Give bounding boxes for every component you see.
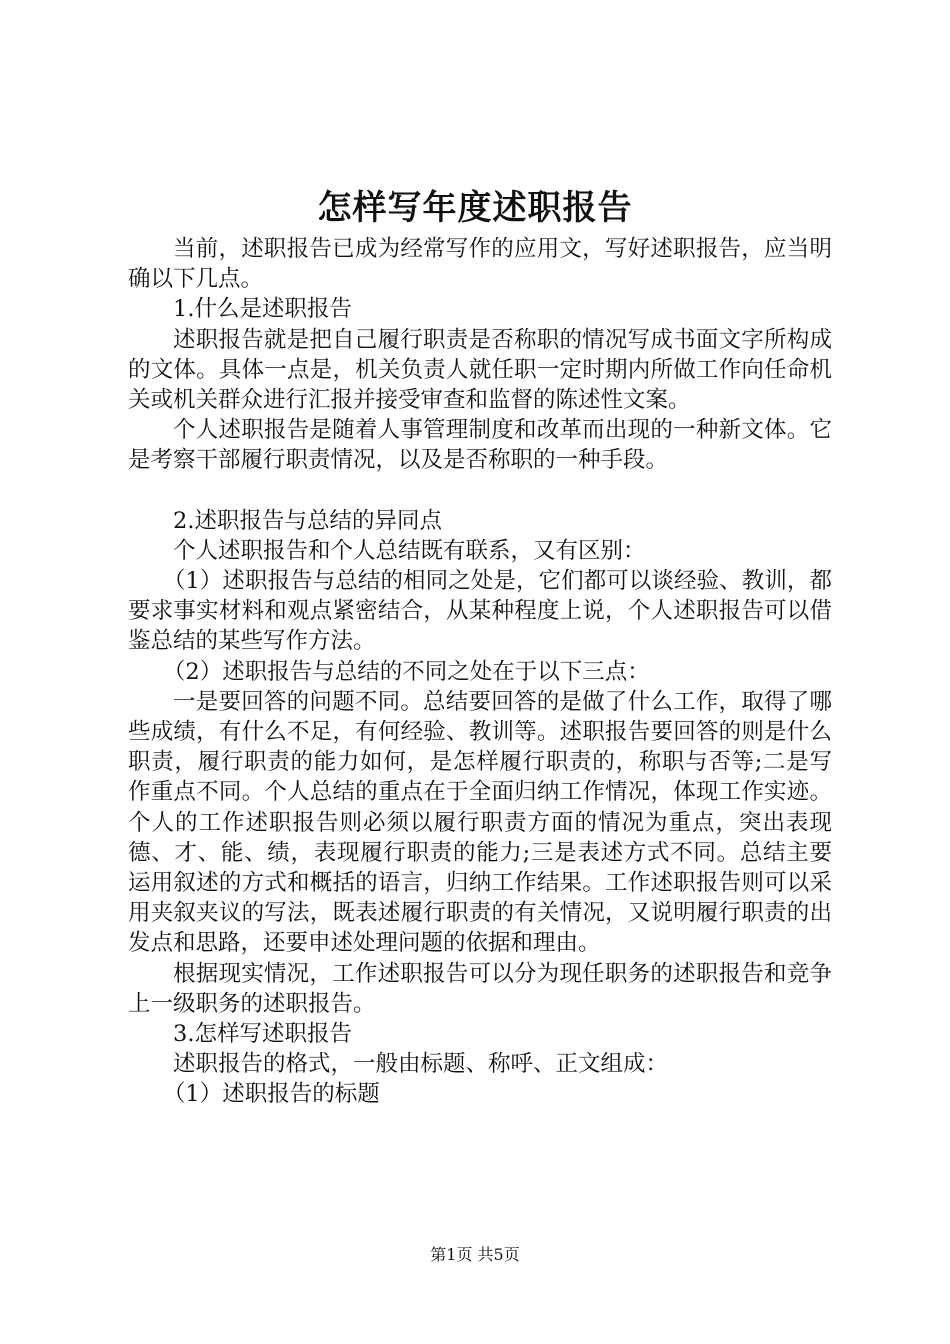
body-paragraph: 述职报告就是把自己履行职责是否称职的情况写成书面文字所构成的文体。具体一点是，机关负责人就任职一定时期内所做工作向任命机关或机关群众进行汇报并接受审查和监督的陈述性文案。 (128, 326, 832, 414)
section-heading-1: 1.什么是述职报告 (173, 296, 352, 323)
document-body (128, 234, 832, 1110)
section-heading-2: 2.述职报告与总结的异同点 (173, 507, 442, 534)
list-item-paragraph: （2）述职报告与总结的不同之处在于以下三点： (162, 658, 650, 685)
list-item-paragraph: （1）述职报告与总结的相同之处是，它们都可以谈经验、教训，都要求事实材料和观点紧密结合，从某种程度上说，个人述职报告可以借鉴总结的某些写作方法。 (128, 568, 832, 655)
list-item-paragraph: （1）述职报告的标题 (162, 1081, 380, 1108)
page-footer: 第1页 共5页 (430, 1245, 520, 1264)
section-heading-3: 3.怎样写述职报告 (173, 1021, 352, 1048)
body-paragraph: 述职报告的格式，一般由标题、称呼、正文组成： (173, 1051, 669, 1078)
intro-paragraph: 当前，述职报告已成为经常写作的应用文，写好述职报告，应当明确以下几点。 (128, 236, 832, 293)
paragraph-gap (128, 476, 832, 506)
body-paragraph: 个人述职报告和个人总结既有联系，又有区别： (173, 537, 646, 564)
body-paragraph: 一是要回答的问题不同。总结要回答的是做了什么工作，取得了哪些成绩，有什么不足，有何经验、教训等。述职报告要回答的则是什么职责，履行职责的能力如何，是怎样履行职责的，称职与否等;二是写作重点不同。个人总结的重点在于全面归纳工作情况，体现工作实迹。个人的工作述职报告则必须以履行职责方面的情况为重点，突出表现德、才、能、绩，表现履行职责的能力;三是表述方式不同。总结主要运用叙述的方式和概括的语言，归纳工作结果。工作述职报告则可以采用夹叙夹议的写法，既表述履行职责的有关情况，又说明履行职责的出发点和思路，还要申述处理问题的依据和理由。 (128, 688, 832, 957)
body-paragraph: 个人述职报告是随着人事管理制度和改革而出现的一种新文体。它是考察干部履行职责情况，以及是否称职的一种手段。 (128, 417, 832, 474)
document-title: 怎样写年度述职报告 (317, 188, 633, 228)
body-paragraph: 根据现实情况，工作述职报告可以分为现任职务的述职报告和竞争上一级职务的述职报告。 (128, 960, 832, 1017)
